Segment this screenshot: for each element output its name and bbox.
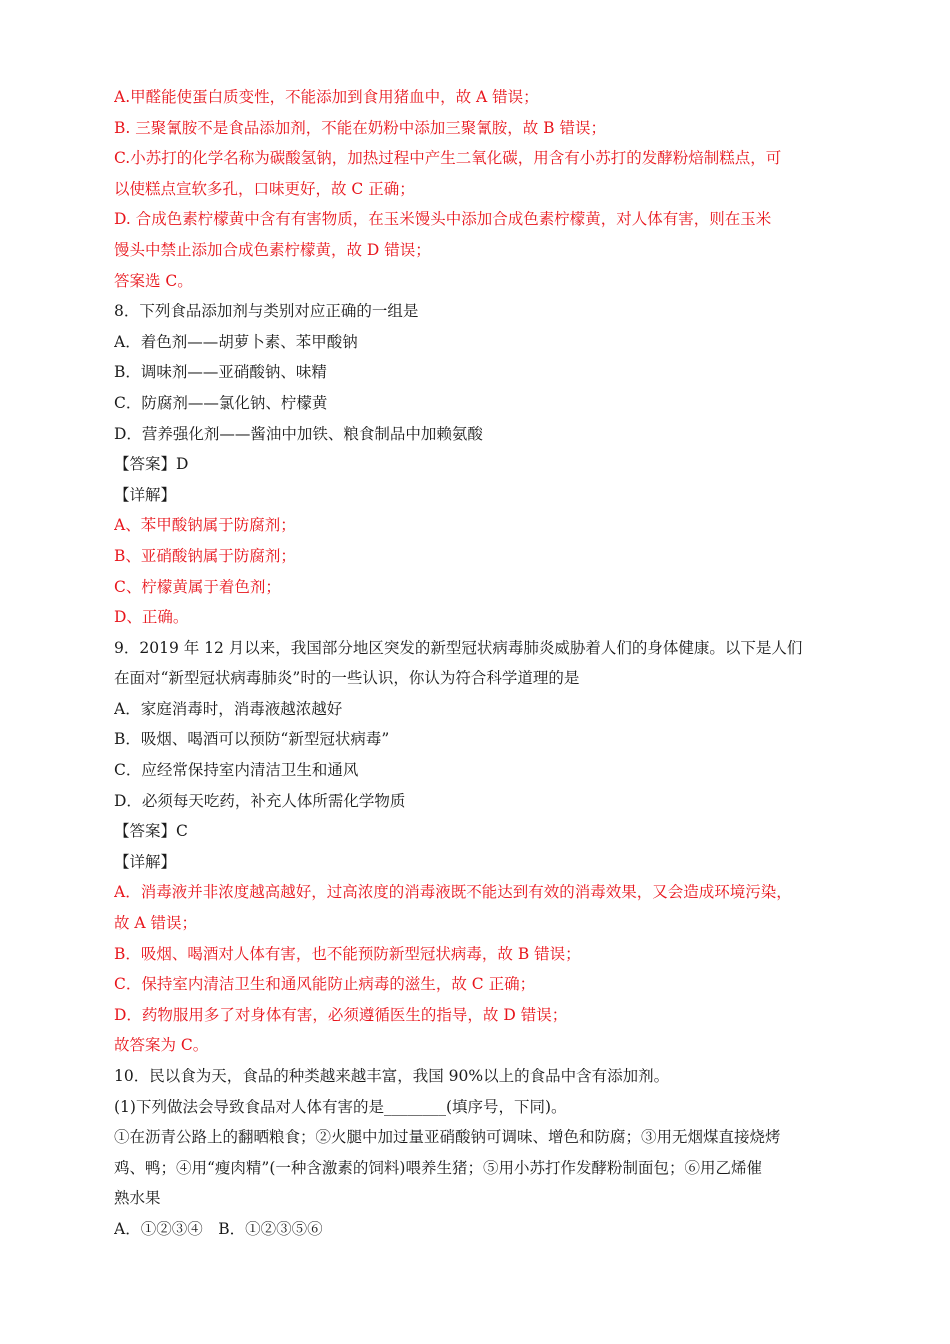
question-10-stem: 10．民以食为天，食品的种类越来越丰富，我国 90%以上的食品中含有添加剂。 — [114, 1067, 670, 1085]
answer-summary: 故答案为 C。 — [114, 1036, 209, 1055]
question-9-stem: 在面对“新型冠状病毒肺炎”时的一些认识，你认为符合科学道理的是 — [114, 669, 580, 688]
question-8-option-a: A．着色剂——胡萝卜素、苯甲酸钠 — [114, 332, 358, 351]
text-line: 以使糕点宣软多孔，口味更好，故 C 正确； — [114, 179, 415, 198]
question-10-options: A．①②③④ B．①②③⑤⑥ — [114, 1219, 323, 1238]
question-10-items: ①在沥青公路上的翻晒粮食；②火腿中加过量亚硝酸钠可调味、增色和防腐；③用无烟煤直接烧烤 — [114, 1128, 781, 1147]
question-9-stem: 9．2019 年 12 月以来，我国部分地区突发的新型冠状病毒肺炎威胁着人们的身体健康。以下是人们 — [114, 638, 803, 657]
question-9-explanation-heading: 【详解】 — [114, 852, 177, 871]
question-10-items: 熟水果 — [114, 1189, 161, 1208]
text-line: D．药物服用多了对身体有害，必须遵循医生的指导，故 D 错误； — [114, 1005, 568, 1024]
text-line: D、正确。 — [114, 608, 189, 627]
text-line: B．吸烟、喝酒对人体有害，也不能预防新型冠状病毒，故 B 错误； — [114, 944, 581, 963]
document-body — [114, 82, 844, 1245]
question-8-explanation-heading: 【详解】 — [114, 485, 177, 504]
question-9-answer: 【答案】C — [114, 822, 188, 841]
text-line: B、亚硝酸钠属于防腐剂； — [114, 546, 296, 565]
question-8-option-d: D．营养强化剂——酱油中加铁、粮食制品中加赖氨酸 — [114, 424, 483, 443]
question-8-option-b: B．调味剂——亚硝酸钠、味精 — [114, 363, 327, 382]
question-9-option-a: A．家庭消毒时，消毒液越浓越好 — [114, 699, 343, 718]
question-9-option-c: C．应经常保持室内清洁卫生和通风 — [114, 761, 359, 780]
answer-summary: 答案选 C。 — [114, 271, 193, 290]
text-line: B. 三聚氰胺不是食品添加剂，不能在奶粉中添加三聚氰胺，故 B 错误； — [114, 118, 606, 137]
text-line: C.小苏打的化学名称为碳酸氢钠，加热过程中产生二氧化碳，用含有小苏打的发酵粉焙制糕点，可 — [114, 149, 782, 168]
text-line: 故 A 错误； — [114, 914, 198, 933]
text-line: C、柠檬黄属于着色剂； — [114, 577, 281, 596]
text-line: A、苯甲酸钠属于防腐剂； — [114, 516, 296, 535]
question-9-option-b: B．吸烟、喝酒可以预防“新型冠状病毒” — [114, 730, 390, 749]
question-8-option-c: C．防腐剂——氯化钠、柠檬黄 — [114, 393, 328, 412]
text-line: C．保持室内清洁卫生和通风能防止病毒的滋生，故 C 正确； — [114, 975, 536, 994]
question-9-option-d: D．必须每天吃药，补充人体所需化学物质 — [114, 791, 406, 810]
text-line: D. 合成色素柠檬黄中含有有害物质，在玉米馒头中添加合成色素柠檬黄，对人体有害，则在玉米 — [114, 210, 772, 229]
question-8-answer: 【答案】D — [114, 455, 189, 474]
question-10-items: 鸡、鸭；④用“瘦肉精”(一种含激素的饲料)喂养生猪；⑤用小苏打作发酵粉制面包；⑥用乙烯催 — [114, 1158, 762, 1177]
question-8-stem: 8．下列食品添加剂与类别对应正确的一组是 — [114, 302, 419, 321]
text-line: 馒头中禁止添加合成色素柠檬黄，故 D 错误； — [114, 240, 431, 259]
question-10-part-1: (1)下列做法会导致食品对人体有害的是________(填序号，下同)。 — [114, 1097, 567, 1116]
text-line: A.甲醛能使蛋白质变性，不能添加到食用猪血中，故 A 错误； — [114, 88, 539, 106]
text-line: A．消毒液并非浓度越高越好，过高浓度的消毒液既不能达到有效的消毒效果，又会造成环境污染， — [114, 883, 792, 902]
